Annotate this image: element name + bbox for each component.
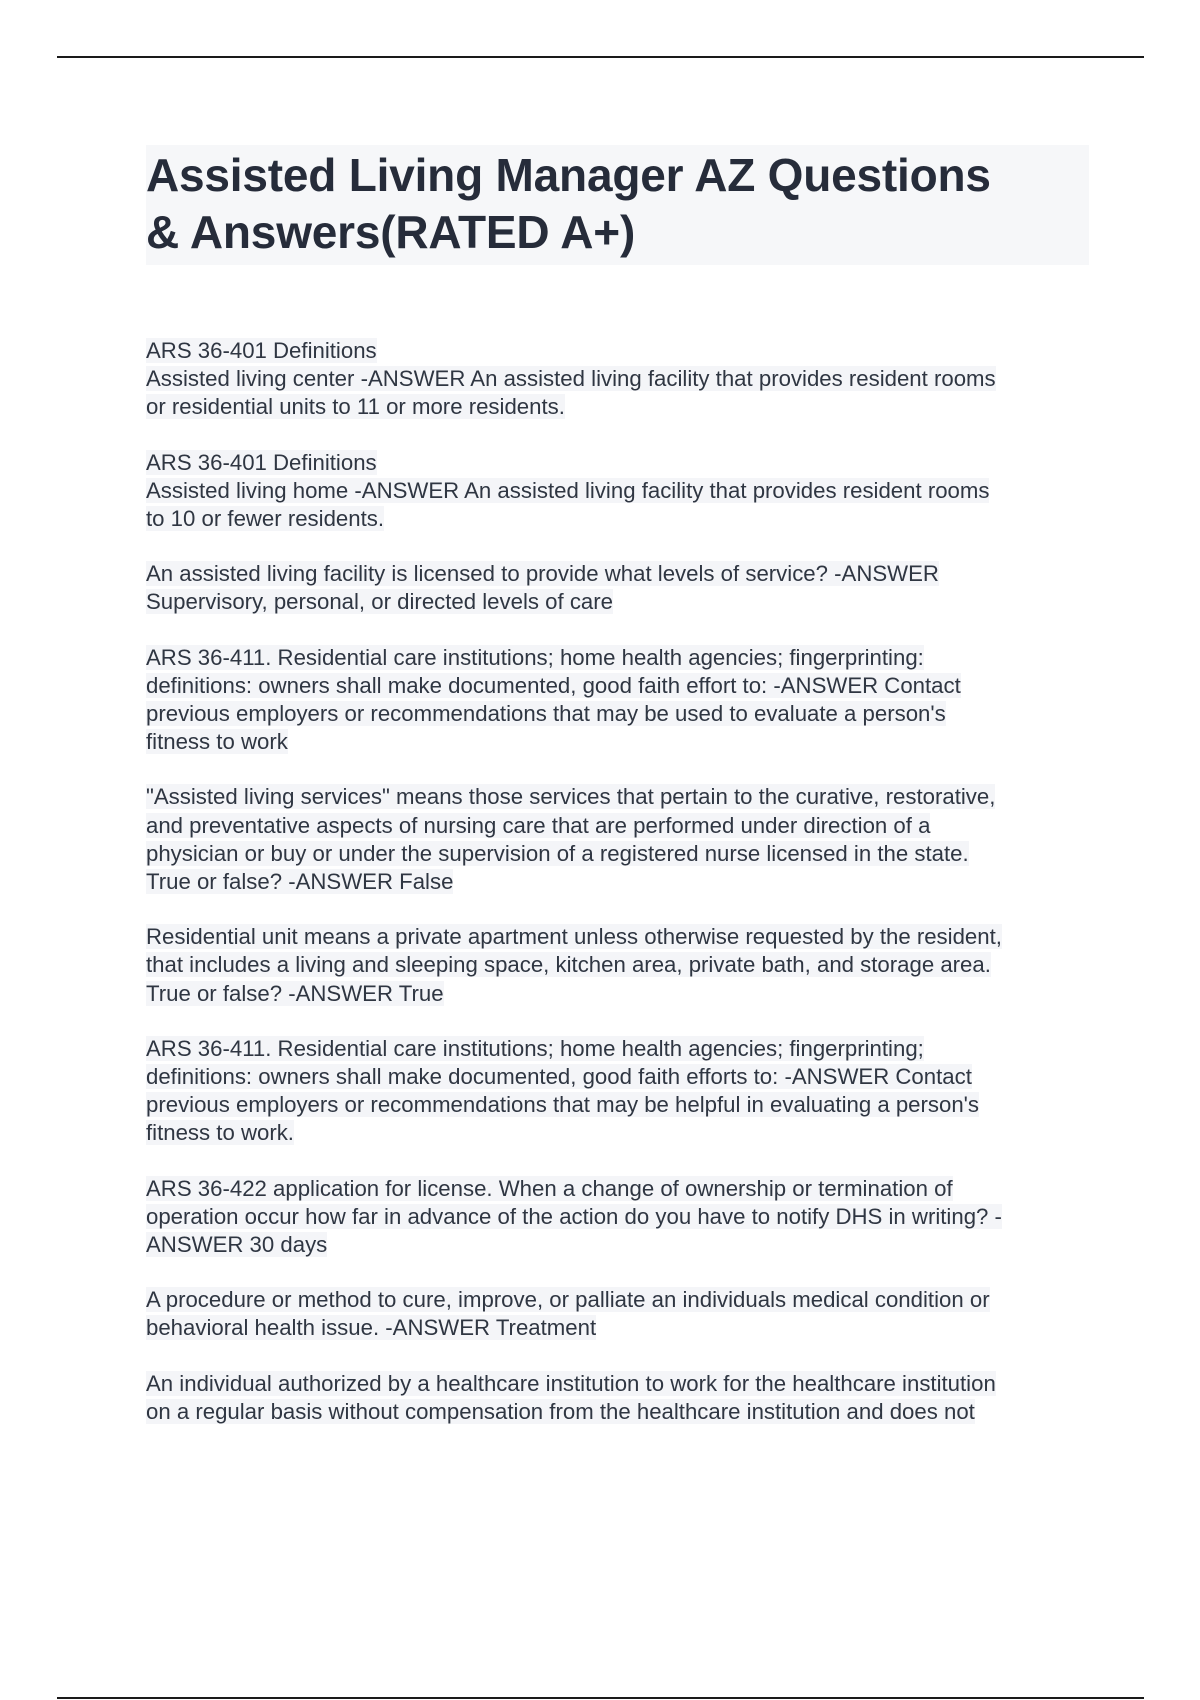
- qa-line: [146, 951, 1091, 979]
- qa-line-text: ARS 36-411. Residential care institutions; home health agencies; fingerprinting;: [146, 1035, 924, 1061]
- qa-line: [146, 1063, 1091, 1091]
- qa-line-text: fitness to work: [146, 729, 288, 755]
- qa-line: [146, 728, 1091, 756]
- qa-line-text: ARS 36-401 Definitions: [146, 338, 377, 363]
- document-title: [146, 147, 1089, 261]
- qa-line: [146, 1203, 1091, 1231]
- header-rule: [57, 56, 1144, 58]
- footer-rule: [57, 1697, 1144, 1699]
- qa-line-text: or residential units to 11 or more residents.: [146, 394, 565, 420]
- qa-line: [146, 700, 1091, 728]
- qa-item: [146, 1286, 1091, 1342]
- qa-line-text: that includes a living and sleeping space, kitchen area, private bath, and storage area.: [146, 952, 991, 978]
- title-line-2: & Answers(RATED A+): [146, 206, 636, 258]
- qa-line: [146, 560, 1091, 588]
- qa-line-text: previous employers or recommendations that may be used to evaluate a person's: [146, 701, 946, 727]
- qa-line-text: definitions: owners shall make documented, good faith effort to: -ANSWER Contact: [146, 672, 961, 698]
- qa-line: [146, 1035, 1091, 1063]
- qa-line-text: ARS 36-401 Definitions: [146, 449, 377, 475]
- qa-line: [146, 923, 1091, 951]
- title-line-1: Assisted Living Manager AZ Questions: [146, 149, 991, 201]
- qa-line-text: behavioral health issue. -ANSWER Treatment: [146, 1315, 597, 1341]
- qa-line: [146, 980, 1091, 1008]
- document-title-block: [146, 145, 1089, 265]
- qa-line: [146, 393, 1091, 421]
- qa-line: [146, 1314, 1091, 1342]
- qa-line: [146, 840, 1091, 868]
- qa-line: [146, 1370, 1091, 1398]
- qa-line: [146, 449, 1091, 477]
- qa-item: [146, 337, 1091, 422]
- qa-item: [146, 1175, 1091, 1260]
- qa-line-text: An assisted living facility is licensed to provide what levels of service? -ANSWER: [146, 561, 939, 587]
- qa-line: [146, 1286, 1091, 1314]
- qa-line: [146, 505, 1091, 533]
- qa-line-text: A procedure or method to cure, improve, or palliate an individuals medical condition or: [146, 1287, 990, 1313]
- qa-item: [146, 644, 1091, 757]
- qa-line-text: An individual authorized by a healthcare institution to work for the healthcare institution: [146, 1370, 996, 1396]
- qa-line-text: definitions: owners shall make documented, good faith efforts to: -ANSWER Contact: [146, 1064, 972, 1090]
- qa-line: [146, 337, 1091, 365]
- qa-line-text: fitness to work.: [146, 1120, 294, 1146]
- qa-item: [146, 449, 1091, 534]
- qa-item: [146, 923, 1091, 1008]
- qa-line: [146, 868, 1091, 896]
- qa-list: [146, 337, 1091, 1453]
- qa-line: [146, 365, 1091, 393]
- qa-line: [146, 477, 1091, 505]
- qa-line-text: and preventative aspects of nursing care that are performed under direction of a: [146, 812, 931, 838]
- qa-line: [146, 588, 1091, 616]
- qa-line-text: "Assisted living services" means those services that pertain to the curative, restorative,: [146, 784, 996, 810]
- qa-line: [146, 1119, 1091, 1147]
- qa-item: [146, 1370, 1091, 1426]
- qa-line-text: on a regular basis without compensation from the healthcare institution and does not: [146, 1398, 975, 1424]
- qa-line: [146, 672, 1091, 700]
- qa-line-text: previous employers or recommendations that may be helpful in evaluating a person's: [146, 1092, 980, 1118]
- qa-line-text: Supervisory, personal, or directed levels of care: [146, 589, 613, 615]
- qa-line-text: ARS 36-422 application for license. When a change of ownership or termination of: [146, 1175, 953, 1201]
- qa-line-text: operation occur how far in advance of the action do you have to notify DHS in writing? -: [146, 1203, 1002, 1229]
- qa-line: [146, 812, 1091, 840]
- qa-line-text: True or false? -ANSWER False: [146, 869, 454, 895]
- qa-line: [146, 1398, 1091, 1426]
- qa-line-text: Assisted living home -ANSWER An assisted living facility that provides resident rooms: [146, 477, 990, 503]
- qa-item: [146, 783, 1091, 896]
- qa-line: [146, 1091, 1091, 1119]
- qa-line: [146, 1231, 1091, 1259]
- qa-line-text: to 10 or fewer residents.: [146, 506, 385, 532]
- qa-line-text: physician or buy or under the supervision of a registered nurse licensed in the state.: [146, 840, 969, 866]
- qa-line: [146, 783, 1091, 811]
- qa-line-text: Assisted living center -ANSWER An assisted living facility that provides resident rooms: [146, 366, 996, 392]
- qa-item: [146, 1035, 1091, 1148]
- qa-line-text: Residential unit means a private apartment unless otherwise requested by the resident,: [146, 924, 1002, 950]
- qa-line-text: ARS 36-411. Residential care institutions; home health agencies; fingerprinting:: [146, 644, 924, 670]
- qa-line-text: True or false? -ANSWER True: [146, 980, 444, 1006]
- qa-line: [146, 644, 1091, 672]
- qa-item: [146, 560, 1091, 616]
- qa-line: [146, 1175, 1091, 1203]
- qa-line-text: ANSWER 30 days: [146, 1232, 328, 1258]
